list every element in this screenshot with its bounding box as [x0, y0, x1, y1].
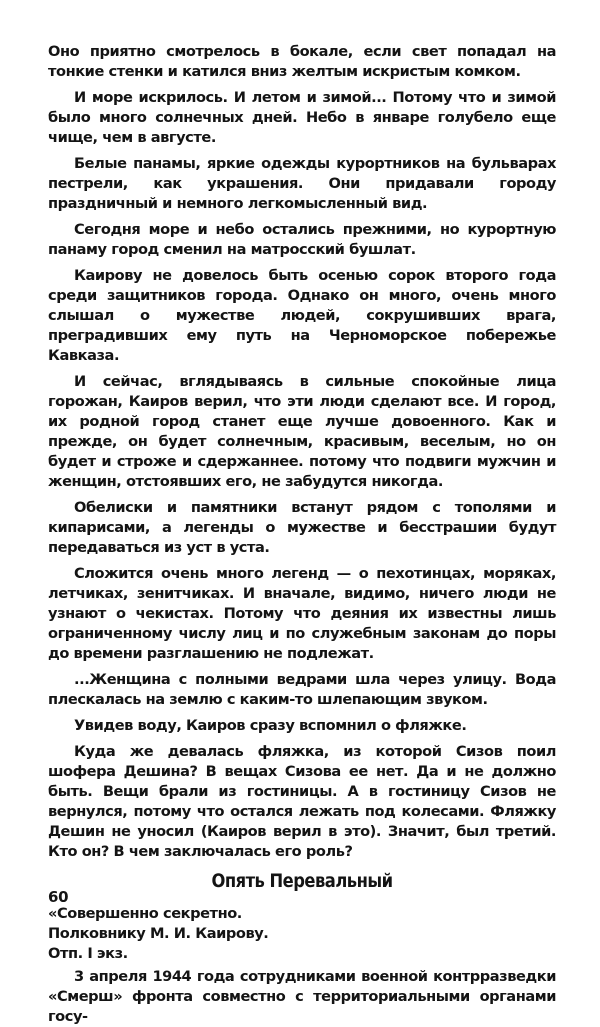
paragraph-7: Обелиски и памятники встанут рядом с тополями и кипарисами, а легенды о мужестве и бесстрашии будут передаваться из уст в уста. — [48, 499, 556, 556]
paragraph-2: И море искрилось. И летом и зимой... Потому что и зимой было много солнечных дней. Небо в январе голубело еще чище, чем в августе. — [48, 89, 556, 146]
paragraph-1: Оно приятно смотрелось в бокале, если свет попадал на тонкие стенки и катился вниз желтым искристым комком. — [48, 43, 556, 80]
paragraph-3: Белые панамы, яркие одежды курортников на бульварах пестрели, как украшения. Они придавали городу праздничный и немного легкомысленный вид. — [48, 155, 556, 212]
paragraph-10: Увидев воду, Каиров сразу вспомнил о фляжке. — [74, 717, 467, 734]
paragraph-5: Каирову не довелось быть осенью сорок второго года среди защитников города. Однако он много, очень много слышал о мужестве людей, сокрушивших врага, преградивших ему путь на Черноморское побережье Кавказа. — [48, 267, 556, 364]
paragraph-9: ...Женщина с полными ведрами шла через улицу. Вода плескалась на землю с каким-то шлепающим звуком. — [48, 671, 556, 708]
paragraph-11: Куда же девалась фляжка, из которой Сизов поил шофера Дешина? В вещах Сизова ее нет. Да и не должно быть. Вещи брали из гостиницы. А в гостиницу Сизов не вернулся, потому что остался лежать под колесами. Фляжку Дешин не уносил (Каиров верил в это). Значит, был третий. Кто он? В чем заключалась его роль? — [48, 743, 556, 860]
paragraph-4: Сегодня море и небо остались прежними, но курортную панаму город сменил на матросский бушлат. — [48, 221, 556, 258]
document-copy-note: Отп. I экз. — [48, 945, 128, 962]
document-addressee: Полковнику М. И. Каирову. — [48, 925, 269, 942]
chapter-heading: Опять Перевальный — [211, 870, 393, 892]
document-body: 3 апреля 1944 года сотрудниками военной контрразведки «Смерш» фронта совместно с территориальными органами госу- — [48, 968, 556, 1025]
book-page — [48, 42, 556, 1025]
paragraph-8: Сложится очень много легенд — о пехотинцах, моряках, летчиках, зенитчиках. И вначале, видимо, ничего люди не узнают о чекистах. Потому что деяния их известны лишь ограниченному числу лиц и по служебным законам до поры до времени разглашению не подлежат. — [48, 565, 556, 662]
document-classification: «Совершенно секретно. — [48, 905, 242, 922]
paragraph-6: И сейчас, вглядываясь в сильные спокойные лица горожан, Каиров верил, что эти люди сделают все. И город, их родной город станет еще лучше довоенного. Как и прежде, он будет солнечным, красивым, веселым, но он будет и строже и сдержаннее. потому что подвиги мужчин и женщин, отстоявших его, не забудутся никогда. — [48, 373, 556, 490]
page-number: 60 — [48, 888, 69, 906]
